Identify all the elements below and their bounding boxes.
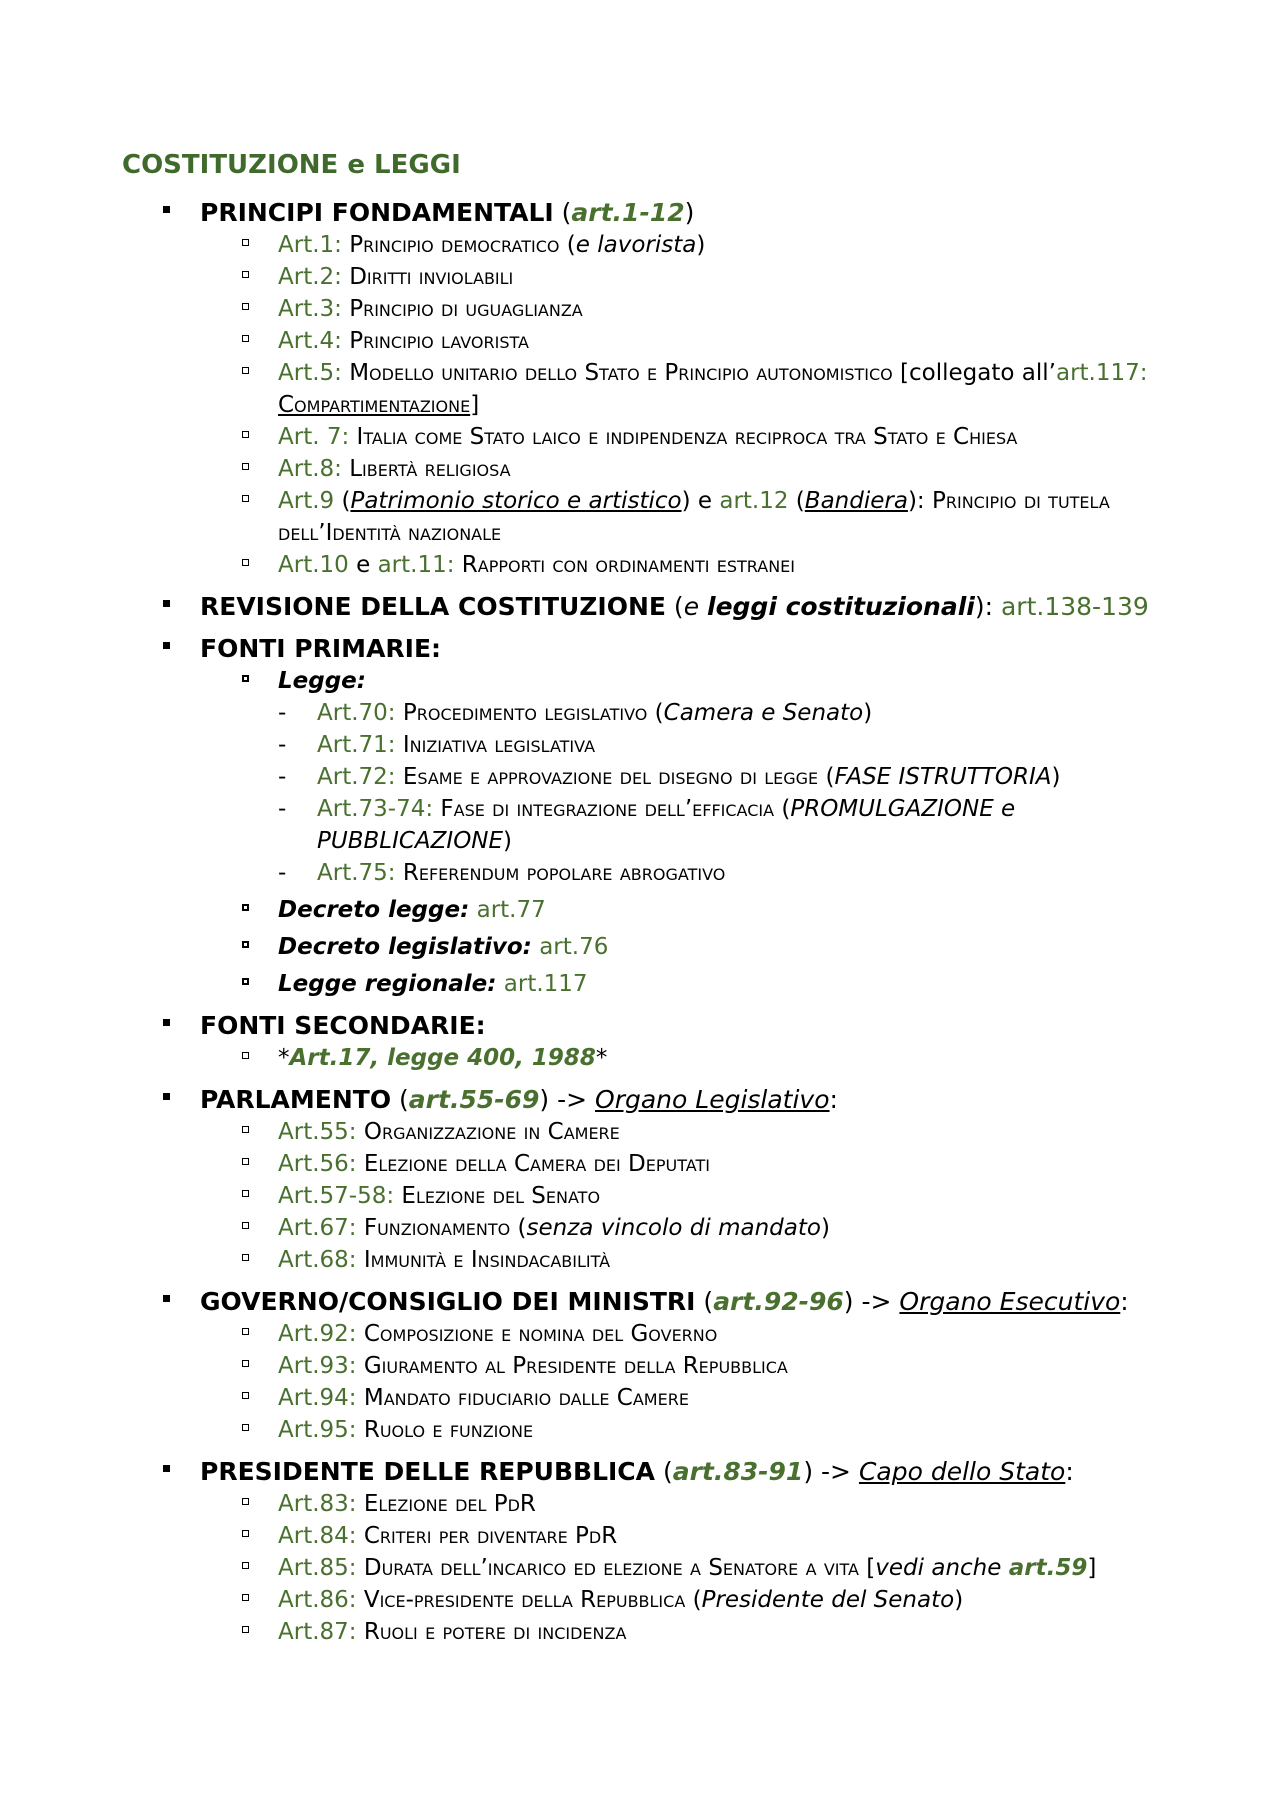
- text-segment: senza vincolo di mandato: [526, 1215, 821, 1241]
- hollow-square-bullet-icon: [242, 431, 249, 438]
- article-item: [200, 453, 1168, 485]
- hollow-square-bullet-icon: [242, 904, 249, 911]
- hollow-square-bullet-icon: [242, 335, 249, 342]
- hollow-square-bullet-icon: [242, 1052, 249, 1059]
- text-segment: Art.5:: [278, 360, 342, 386]
- text-segment: ]: [470, 392, 480, 418]
- text-segment: Principio lavorista: [341, 328, 529, 354]
- hollow-square-bullet-icon: [242, 559, 249, 566]
- article-text: [278, 1215, 830, 1241]
- hollow-square-bullet-icon: [242, 239, 249, 246]
- text-segment: Art.83:: [278, 1491, 357, 1517]
- text-segment: Rapporti con ordinamenti estranei: [454, 552, 796, 578]
- hollow-square-bullet-icon: [242, 1562, 249, 1569]
- article-list: [200, 1488, 1280, 1648]
- text-segment: Immunità e Insindacabilità: [356, 1247, 611, 1273]
- text-segment: Ruolo e funzione: [356, 1417, 534, 1443]
- text-segment: *: [595, 1045, 608, 1071]
- section-heading: [200, 1010, 1280, 1042]
- text-segment: Iniziativa legislativa: [395, 732, 596, 758]
- article-text: [278, 1183, 600, 1209]
- text-segment: Capo dello Stato: [858, 1457, 1066, 1486]
- text-segment: Procedimento legislativo: [395, 700, 648, 726]
- section-heading: [200, 591, 1280, 623]
- section-heading: [200, 1456, 1280, 1488]
- article-list: [200, 229, 1280, 581]
- text-segment: Art.73-74:: [317, 796, 434, 822]
- text-segment: (: [818, 764, 835, 790]
- subsection-heading: [200, 931, 1168, 963]
- text-segment: art.11:: [377, 552, 455, 578]
- article-item: [200, 1616, 1168, 1648]
- text-segment: Art.1:: [278, 232, 342, 258]
- text-segment: Art.56:: [278, 1151, 357, 1177]
- text-segment: Presidente del Senato: [701, 1587, 955, 1613]
- article-item: [200, 1382, 1168, 1414]
- text-segment: [496, 971, 503, 997]
- text-segment: art.55-69: [408, 1085, 540, 1114]
- article-text: [278, 232, 705, 258]
- article-text: [278, 897, 546, 923]
- hollow-square-bullet-icon: [242, 463, 249, 470]
- text-segment: (: [510, 1215, 527, 1241]
- text-segment: ): [863, 700, 873, 726]
- article-item: [200, 1180, 1168, 1212]
- text-segment: Legge:: [278, 668, 366, 694]
- article-item: [200, 1148, 1168, 1180]
- text-segment: [collegato all’: [892, 360, 1056, 386]
- section-item: [0, 591, 1280, 623]
- article-item: [200, 1350, 1168, 1382]
- article-list: [200, 1318, 1280, 1446]
- text-segment: art.83-91: [672, 1457, 804, 1486]
- text-segment: Organizzazione in Camere: [356, 1119, 620, 1145]
- text-segment: art.117:: [1055, 360, 1148, 386]
- hollow-square-bullet-icon: [242, 1424, 249, 1431]
- section-heading: [200, 633, 1280, 665]
- document-title: COSTITUZIONE e LEGGI: [122, 150, 461, 180]
- section-list: [0, 197, 1280, 1658]
- text-segment: Art.71:: [317, 732, 396, 758]
- hollow-square-bullet-icon: [242, 1530, 249, 1537]
- dash-bullet-icon: -: [278, 860, 287, 886]
- text-segment: Elezione della Camera dei Deputati: [356, 1151, 710, 1177]
- text-segment: Vice-presidente della Repubblica: [356, 1587, 686, 1613]
- text-segment: Art.84:: [278, 1523, 357, 1549]
- text-segment: e: [683, 592, 708, 621]
- text-segment: (: [685, 1587, 702, 1613]
- article-text: [278, 296, 583, 322]
- text-segment: Organo Legislativo: [595, 1085, 830, 1114]
- dash-bullet-icon: -: [278, 796, 287, 822]
- text-segment: Diritti inviolabili: [341, 264, 514, 290]
- text-segment: PRESIDENTE DELLE REPUBBLICA: [200, 1457, 656, 1486]
- article-text: [278, 488, 1110, 546]
- hollow-square-bullet-icon: [242, 303, 249, 310]
- sub-article-item: [278, 793, 1147, 857]
- text-segment: Art.2:: [278, 264, 342, 290]
- text-segment: art.59: [1008, 1555, 1088, 1581]
- text-segment: Principio di uguaglianza: [341, 296, 583, 322]
- section-item: [0, 1456, 1280, 1648]
- section-item: [0, 1010, 1280, 1074]
- text-segment: ): [954, 1587, 964, 1613]
- hollow-square-bullet-icon: [242, 1392, 249, 1399]
- hollow-square-bullet-icon: [242, 675, 249, 682]
- square-bullet-icon: [163, 1093, 170, 1100]
- section-item: [0, 1084, 1280, 1276]
- subsection-heading: [200, 894, 1168, 926]
- text-segment: :: [829, 1085, 838, 1114]
- text-segment: Art.87:: [278, 1619, 357, 1645]
- article-item: [200, 1414, 1168, 1446]
- article-item: [200, 1318, 1168, 1350]
- text-segment: Art.8:: [278, 456, 342, 482]
- text-segment: Durata dell’incarico ed elezione a Senatore a vita: [356, 1555, 859, 1581]
- article-item: [200, 1520, 1168, 1552]
- subsection-heading: [200, 968, 1168, 1000]
- sub-article-item: [278, 761, 1147, 793]
- article-item: [200, 293, 1168, 325]
- text-segment: FASE ISTRUTTORIA: [834, 764, 1052, 790]
- article-text: [278, 456, 511, 482]
- article-item: [200, 1552, 1168, 1584]
- hollow-square-bullet-icon: [242, 1360, 249, 1367]
- text-segment: ) ->: [843, 1287, 900, 1316]
- text-segment: PRINCIPI FONDAMENTALI: [200, 198, 554, 227]
- article-text: [278, 668, 366, 694]
- text-segment: Esame e approvazione del disegno di legge: [395, 764, 819, 790]
- dash-bullet-icon: -: [278, 732, 287, 758]
- text-segment: ): [503, 828, 513, 854]
- text-segment: Legge regionale:: [278, 971, 497, 997]
- article-item: [200, 485, 1168, 549]
- text-segment: REVISIONE DELLA COSTITUZIONE: [200, 592, 666, 621]
- text-segment: Italia come Stato laico e indipendenza reciproca tra Stato e Chiesa: [349, 424, 1018, 450]
- text-segment: Art.75:: [317, 860, 396, 886]
- text-segment: Art.3:: [278, 296, 342, 322]
- text-segment: ) ->: [803, 1457, 859, 1486]
- section-heading: [200, 197, 1280, 229]
- text-segment: art.12: [719, 488, 789, 514]
- text-segment: (: [655, 1457, 673, 1486]
- hollow-square-bullet-icon: [242, 1126, 249, 1133]
- text-segment: Art.68:: [278, 1247, 357, 1273]
- hollow-square-bullet-icon: [242, 1594, 249, 1601]
- text-segment: PROMULGAZIONE e PUBBLICAZIONE: [317, 796, 1016, 854]
- article-text: [278, 1247, 610, 1273]
- text-segment: Fase di integrazione dell’efficacia: [433, 796, 775, 822]
- text-segment: Art.17, legge 400, 1988: [289, 1045, 596, 1071]
- article-item: [200, 1116, 1168, 1148]
- text-segment: Organo Esecutivo: [899, 1287, 1121, 1316]
- article-item: [200, 261, 1168, 293]
- text-segment: Patrimonio storico e artistico: [350, 488, 682, 514]
- hollow-square-bullet-icon: [242, 1254, 249, 1261]
- article-item: [200, 1042, 1168, 1074]
- article-text: [278, 1385, 689, 1411]
- text-segment: (: [647, 700, 664, 726]
- text-segment: Art.70:: [317, 700, 396, 726]
- text-segment: ]: [1087, 1555, 1097, 1581]
- text-segment: Art.92:: [278, 1321, 357, 1347]
- section-heading: [200, 1084, 1280, 1116]
- text-segment: e: [348, 552, 378, 578]
- text-segment: Art.4:: [278, 328, 342, 354]
- hollow-square-bullet-icon: [242, 978, 249, 985]
- text-segment: Art.93:: [278, 1353, 357, 1379]
- hollow-square-bullet-icon: [242, 1328, 249, 1335]
- sub-article-item: [278, 697, 1147, 729]
- article-text: [278, 1119, 620, 1145]
- article-list: [200, 1042, 1280, 1074]
- text-segment: Art.9: [278, 488, 335, 514]
- article-item: [200, 229, 1168, 261]
- text-segment: ): [820, 1215, 830, 1241]
- text-segment: [: [859, 1555, 876, 1581]
- text-segment: *: [278, 1045, 290, 1071]
- article-item: [200, 325, 1168, 357]
- text-segment: e lavorista: [575, 232, 697, 258]
- text-segment: Art.72:: [317, 764, 396, 790]
- text-segment: ):: [907, 488, 932, 514]
- text-segment: Decreto legge:: [278, 897, 470, 923]
- text-segment: art.77: [476, 897, 546, 923]
- article-text: [278, 424, 1017, 450]
- square-bullet-icon: [163, 1295, 170, 1302]
- text-segment: PARLAMENTO: [200, 1085, 392, 1114]
- article-text: [278, 1523, 617, 1549]
- text-segment: Art.85:: [278, 1555, 357, 1581]
- text-segment: art.117: [503, 971, 588, 997]
- square-bullet-icon: [163, 1465, 170, 1472]
- text-segment: Art.94:: [278, 1385, 357, 1411]
- subsection-heading: [200, 665, 1168, 889]
- text-segment: art.138-139: [1000, 592, 1149, 621]
- text-segment: (: [774, 796, 791, 822]
- article-text: [278, 1151, 710, 1177]
- article-item: [200, 1212, 1168, 1244]
- hollow-square-bullet-icon: [242, 941, 249, 948]
- article-item: [200, 357, 1168, 421]
- text-segment: (: [334, 488, 351, 514]
- text-segment: ) e: [681, 488, 720, 514]
- dash-bullet-icon: -: [278, 764, 287, 790]
- sub-article-list: [278, 697, 1168, 889]
- hollow-square-bullet-icon: [242, 1222, 249, 1229]
- square-bullet-icon: [163, 642, 170, 649]
- article-list: [200, 1116, 1280, 1276]
- text-segment: (: [559, 232, 576, 258]
- article-text: [278, 1417, 533, 1443]
- article-item: [200, 1244, 1168, 1276]
- text-segment: (: [695, 1287, 714, 1316]
- dash-bullet-icon: -: [278, 700, 287, 726]
- sub-article-item: [278, 857, 1147, 889]
- article-text: [278, 1555, 1096, 1581]
- text-segment: (: [788, 488, 805, 514]
- text-segment: (: [553, 198, 572, 227]
- text-segment: Art.67:: [278, 1215, 357, 1241]
- article-item: [200, 421, 1168, 453]
- text-segment: Art.10: [278, 552, 349, 578]
- article-item: [200, 1488, 1168, 1520]
- text-segment: Criteri per diventare PdR: [356, 1523, 618, 1549]
- text-segment: Compartimentazione: [278, 392, 471, 418]
- section-item: [0, 197, 1280, 581]
- square-bullet-icon: [163, 1019, 170, 1026]
- hollow-square-bullet-icon: [242, 271, 249, 278]
- text-segment: Art. 7:: [278, 424, 350, 450]
- text-segment: Camera e Senato: [663, 700, 864, 726]
- text-segment: Modello unitario dello Stato e Principio autonomistico: [341, 360, 893, 386]
- article-text: [278, 934, 608, 960]
- article-text: [278, 1321, 717, 1347]
- text-segment: Funzionamento: [356, 1215, 511, 1241]
- hollow-square-bullet-icon: [242, 1158, 249, 1165]
- text-segment: vedi anche: [875, 1555, 1009, 1581]
- text-segment: Art.55:: [278, 1119, 357, 1145]
- text-segment: ): [684, 198, 695, 227]
- article-item: [200, 1584, 1168, 1616]
- article-text: [278, 1491, 536, 1517]
- text-segment: (: [665, 592, 684, 621]
- text-segment: GOVERNO/CONSIGLIO DEI MINISTRI: [200, 1287, 696, 1316]
- text-segment: Referendum popolare abrogativo: [395, 860, 726, 886]
- hollow-square-bullet-icon: [242, 367, 249, 374]
- text-segment: art.92-96: [713, 1287, 844, 1316]
- article-text: [278, 1045, 607, 1071]
- text-segment: ): [696, 232, 706, 258]
- text-segment: (: [391, 1085, 409, 1114]
- hollow-square-bullet-icon: [242, 1626, 249, 1633]
- square-bullet-icon: [163, 600, 170, 607]
- article-text: [278, 264, 513, 290]
- text-segment: Decreto legislativo:: [278, 934, 532, 960]
- section-item: [0, 1286, 1280, 1446]
- text-segment: Libertà religiosa: [341, 456, 511, 482]
- article-text: [278, 971, 588, 997]
- text-segment: Mandato fiduciario dalle Camere: [356, 1385, 689, 1411]
- text-segment: Elezione del PdR: [356, 1491, 536, 1517]
- text-segment: FONTI PRIMARIE:: [200, 634, 442, 663]
- sub-article-item: [278, 729, 1147, 761]
- article-text: [278, 552, 795, 578]
- text-segment: ) ->: [539, 1085, 596, 1114]
- text-segment: leggi costituzionali: [707, 592, 975, 621]
- text-segment: Principio di tutela dell’Identità nazionale: [278, 488, 1110, 546]
- text-segment: ):: [974, 592, 1001, 621]
- text-segment: Elezione del Senato: [394, 1183, 601, 1209]
- hollow-square-bullet-icon: [242, 1498, 249, 1505]
- text-segment: Principio democratico: [341, 232, 560, 258]
- article-text: [278, 360, 1148, 418]
- section-item: [0, 633, 1280, 1000]
- text-segment: Giuramento al Presidente della Repubblica: [356, 1353, 788, 1379]
- article-list: [200, 665, 1280, 1000]
- text-segment: FONTI SECONDARIE:: [200, 1011, 486, 1040]
- article-text: [278, 328, 529, 354]
- hollow-square-bullet-icon: [242, 1190, 249, 1197]
- text-segment: Art.57-58:: [278, 1183, 395, 1209]
- article-text: [278, 1619, 626, 1645]
- text-segment: ): [1051, 764, 1061, 790]
- text-segment: Art.95:: [278, 1417, 357, 1443]
- text-segment: :: [1120, 1287, 1129, 1316]
- article-item: [200, 549, 1168, 581]
- section-heading: [200, 1286, 1280, 1318]
- article-text: [278, 1353, 788, 1379]
- square-bullet-icon: [163, 206, 170, 213]
- text-segment: :: [1065, 1457, 1074, 1486]
- hollow-square-bullet-icon: [242, 495, 249, 502]
- text-segment: Ruoli e potere di incidenza: [356, 1619, 627, 1645]
- text-segment: art.1-12: [571, 198, 685, 227]
- article-text: [278, 1587, 963, 1613]
- text-segment: Bandiera: [804, 488, 908, 514]
- text-segment: Composizione e nomina del Governo: [356, 1321, 718, 1347]
- text-segment: [469, 897, 476, 923]
- text-segment: art.76: [539, 934, 609, 960]
- text-segment: Art.86:: [278, 1587, 357, 1613]
